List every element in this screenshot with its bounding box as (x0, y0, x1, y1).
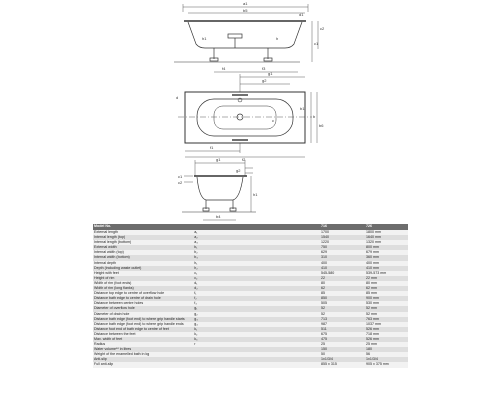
row-value-716: 545-580 (320, 271, 365, 276)
row-symbol: c₁ (193, 271, 320, 276)
row-value-726: 1800 mm (365, 230, 408, 235)
dim-c2-side: c2 (178, 180, 183, 185)
dim-g1-side: g1 (216, 157, 221, 162)
row-value-726: 22 mm (365, 276, 408, 281)
dim-b1: b1 (300, 106, 305, 111)
plan-view-drawing (178, 74, 317, 157)
dim-b: b (313, 114, 316, 119)
dim-g2-side: g2 (236, 168, 241, 173)
header-model-716: 716 (320, 224, 365, 230)
row-label: Internal width (top) (93, 250, 193, 255)
front-elevation-drawing (174, 4, 318, 72)
dim-f3: f3 (262, 66, 266, 71)
row-label: Distance bath edge (foot end) to where grip handle ends (93, 322, 193, 327)
row-value-726: 763 mm (365, 317, 408, 322)
row-symbol: k₁ (193, 327, 320, 332)
dim-d: d (176, 95, 179, 100)
row-value-716: 310 (320, 255, 365, 260)
row-label: External length (93, 230, 193, 235)
row-value-716: 150 (320, 347, 365, 352)
row-label: Internal length (top) (93, 235, 193, 240)
row-label: Height of rim (93, 276, 193, 281)
row-symbol: r (193, 342, 320, 347)
row-value-716: 1700 (320, 230, 365, 235)
row-label: Distance between the feet (93, 332, 193, 337)
row-value-716: 675 (320, 332, 365, 337)
row-value-716: 410 (320, 266, 365, 271)
dim-f4: f4 (222, 66, 226, 71)
row-label: External width (93, 245, 193, 250)
row-value-716: 25 (320, 342, 365, 347)
row-symbol: g₄ (193, 322, 320, 327)
row-label: Diameter of drain hole (93, 312, 193, 317)
row-symbol: f₁ (193, 291, 320, 296)
row-value-726: 400 mm (365, 261, 408, 266)
row-value-726: 25 mm (365, 342, 408, 347)
header-model-726: 726 (365, 224, 408, 230)
row-value-726: 52 mm (365, 306, 408, 311)
row-value-716: 1540 (320, 235, 365, 240)
specification-table-body (93, 224, 408, 368)
row-value-716: 50 (320, 352, 365, 357)
row-value-716: 475 (320, 337, 365, 342)
row-value-716: 22 (320, 276, 365, 281)
row-value-726: 180 (365, 347, 408, 352)
row-value-726: 800 mm (365, 245, 408, 250)
row-value-726: 1037 mm (365, 322, 408, 327)
row-value-726: 360 mm (365, 255, 408, 260)
row-value-716: 52 (320, 312, 365, 317)
row-label: Distance bath edge to centre of drain hole (93, 296, 193, 301)
row-symbol: k₂ (193, 332, 320, 337)
row-value-716: 505 (320, 301, 365, 306)
dim-c1: c1 (314, 41, 319, 46)
row-label: Distance foot end of bath edge to centre of feet (93, 327, 193, 332)
row-value-716: 629 (320, 250, 365, 255)
row-value-726: 530 mm (365, 301, 408, 306)
row-value-726: 1640 mm (365, 235, 408, 240)
row-symbol: b₁ (193, 245, 320, 250)
row-value-726: 410 mm (365, 266, 408, 271)
row-label: Width of rim (long flanks) (93, 286, 193, 291)
row-label: Depth (including waste outlet) (93, 266, 193, 271)
row-value-716: 1220 (320, 240, 365, 245)
row-value-726: 905 x 375 mm (365, 362, 408, 367)
row-symbol: g₁ (193, 306, 320, 311)
row-symbol: b₂ (193, 250, 320, 255)
row-value-726: 900 mm (365, 296, 408, 301)
row-symbol: k₃ (193, 337, 320, 342)
row-symbol (193, 362, 320, 367)
row-value-716: 1x1/3/4 (320, 357, 365, 362)
dim-f1: f1 (210, 145, 214, 150)
header-model-label: Model No. (93, 224, 193, 230)
row-symbol: a₁ (193, 230, 320, 235)
row-label: Internal depth (93, 261, 193, 266)
row-value-726: 679 mm (365, 250, 408, 255)
row-value-716: 52 (320, 306, 365, 311)
row-value-716: 713 (320, 317, 365, 322)
row-value-726: 85 mm (365, 291, 408, 296)
row-value-726: 1320 mm (365, 240, 408, 245)
dim-a1: a1 (243, 1, 248, 6)
dim-h1-side: h1 (253, 192, 258, 197)
row-label: Internal width (bottom) (93, 255, 193, 260)
side-elevation-drawing (182, 160, 256, 220)
row-value-726: 1x1/3/4 (365, 357, 408, 362)
row-value-726: 526 mm (365, 337, 408, 342)
row-value-716: 511 (320, 327, 365, 332)
row-label: Distance between centre holes (93, 301, 193, 306)
dim-g1-plan: g1 (268, 71, 273, 76)
row-symbol: a₃ (193, 240, 320, 245)
row-value-716: 80 (320, 281, 365, 286)
row-value-716: 850 (320, 296, 365, 301)
row-label: Radius (93, 342, 193, 347)
dim-b4: b4 (216, 214, 221, 219)
row-label: Anti-slip (93, 357, 193, 362)
row-value-726: 56 (365, 352, 408, 357)
row-symbol: a₂ (193, 235, 320, 240)
row-symbol: b₃ (193, 255, 320, 260)
row-symbol: f₂ (193, 296, 320, 301)
row-symbol: c₂ (193, 276, 320, 281)
row-label: Max. width of feet (93, 337, 193, 342)
dim-h1: h1 (202, 36, 207, 41)
row-value-716: 62 (320, 286, 365, 291)
dim-b6: b6 (319, 123, 324, 128)
row-label: Diameter of overflow hole (93, 306, 193, 311)
row-symbol: g₃ (193, 317, 320, 322)
row-value-716: 750 (320, 245, 365, 250)
row-symbol: h₂ (193, 266, 320, 271)
row-symbol: g₂ (193, 312, 320, 317)
dim-c: c (272, 118, 274, 123)
dim-g2-plan: g2 (262, 78, 267, 83)
row-value-716: 855 x 315 (320, 362, 365, 367)
row-value-726: 62 mm (365, 286, 408, 291)
dim-h: h (276, 36, 279, 41)
row-label: Distance top edge to centre of overflow hole (93, 291, 193, 296)
row-symbol: f₃ (193, 301, 320, 306)
dim-d1: d1 (299, 12, 304, 17)
row-symbol: h₁ (193, 261, 320, 266)
row-value-726: 52 mm (365, 312, 408, 317)
dim-f2: f2 (242, 157, 246, 162)
row-value-716: 400 (320, 261, 365, 266)
row-label: Water volume** in litres (93, 347, 193, 352)
row-value-726: 718 mm (365, 332, 408, 337)
specification-table (93, 224, 408, 368)
dim-b5: b5 (243, 8, 248, 13)
row-label: Width of rim (foot ends) (93, 281, 193, 286)
row-value-716: 987 (320, 322, 365, 327)
row-symbol: d₁ (193, 281, 320, 286)
dim-c1-side: c1 (178, 174, 183, 179)
row-symbol: d₂ (193, 286, 320, 291)
row-label: Distance bath edge (foot end) to where grip handle starts (93, 317, 193, 322)
row-value-726: 80 mm (365, 281, 408, 286)
row-label: Full anti-slip (93, 362, 193, 367)
row-label: Weight of the enamelled bath in kg (93, 352, 193, 357)
row-value-726: 526 mm (365, 327, 408, 332)
dim-c2: c2 (320, 26, 325, 31)
row-value-716: 85 (320, 291, 365, 296)
table-row (93, 362, 408, 367)
row-label: Height with feet (93, 271, 193, 276)
row-value-726: 539-573 mm (365, 271, 408, 276)
row-label: Internal length (bottom) (93, 240, 193, 245)
